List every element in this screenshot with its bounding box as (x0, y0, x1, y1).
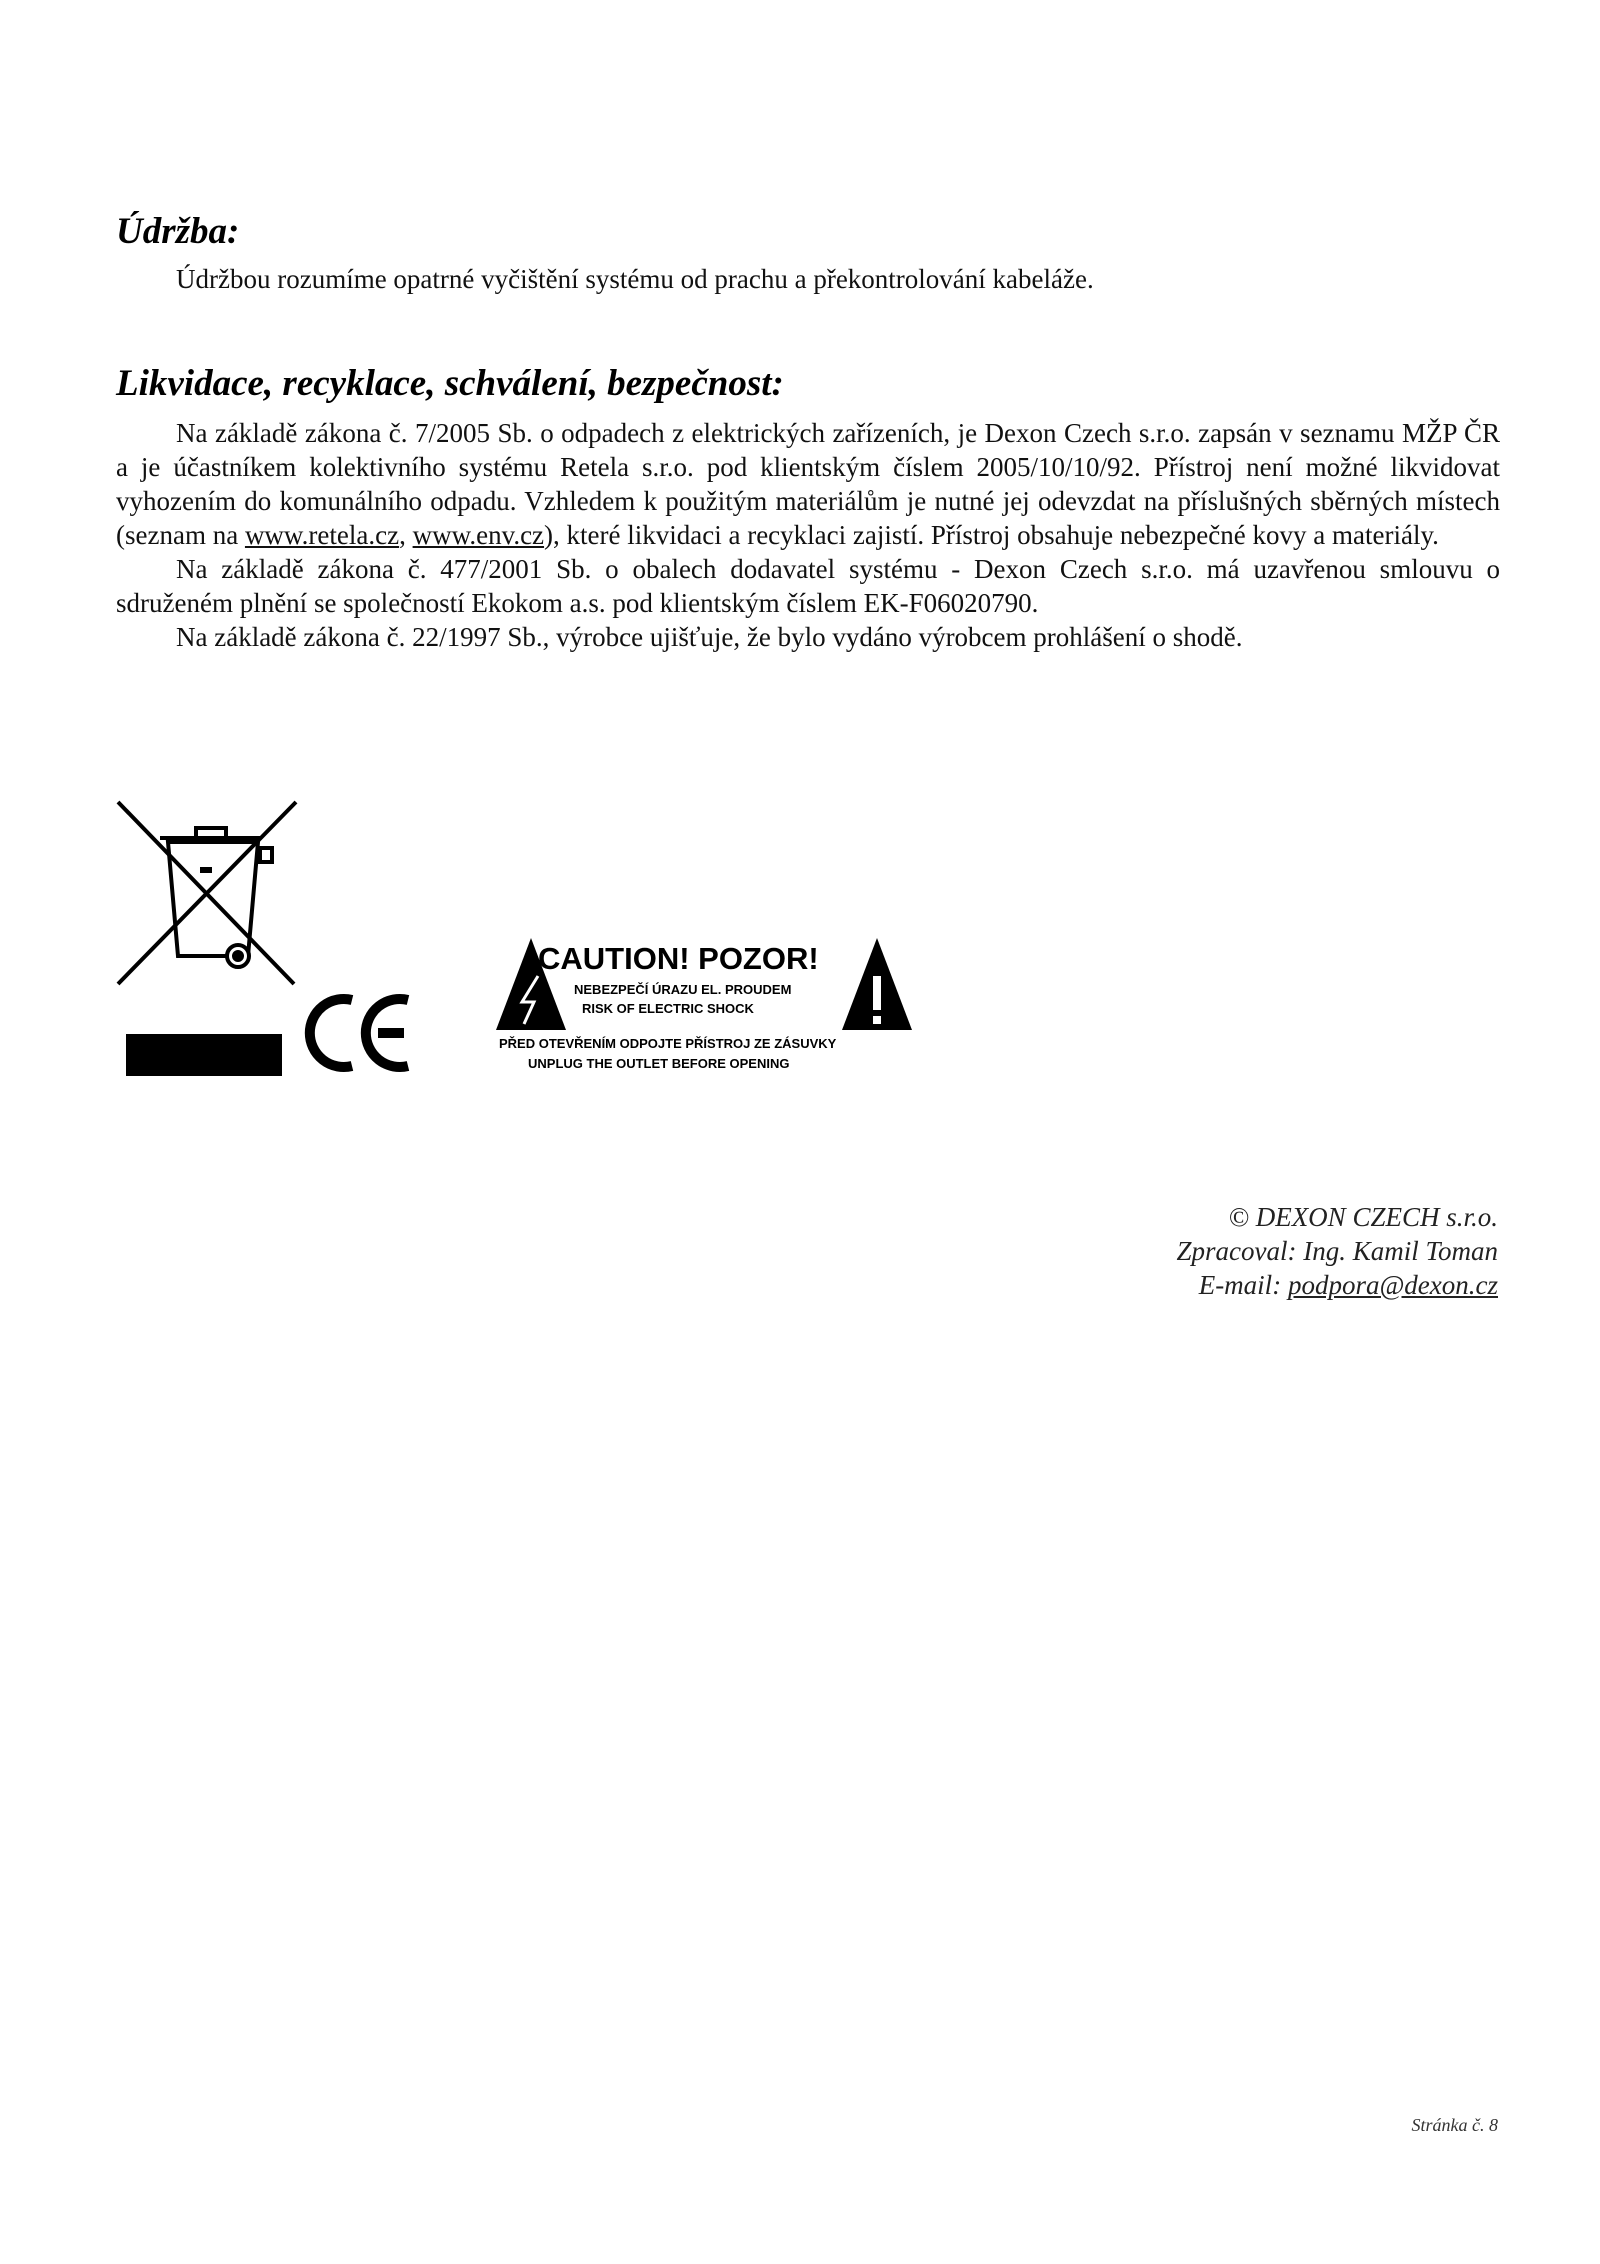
weee-black-bar (126, 1034, 282, 1076)
signature-block (1176, 1200, 1498, 1302)
disposal-p1-text-b: ), které likvidaci a recyklaci zajistí. Přístroj obsahuje nebezpečné kovy a materiály. (544, 520, 1439, 550)
caution-line-1: NEBEZPEČÍ ÚRAZU EL. PROUDEM (574, 982, 792, 997)
email-label: E-mail: (1198, 1270, 1288, 1300)
exclamation-triangle-icon (840, 936, 914, 1032)
disposal-p1-text-a: Na základě zákona č. 7/2005 Sb. o odpadech z elektrických zařízeních, je Dexon Czech s.r.o. zapsán v seznamu MŽP ČR a je účastníkem kolektivního systému Retela s.r.o. pod klientským číslem 2005/10/10/92. Přístroj není možné likvidovat vyhozením do komunálního odpadu. Vzhledem k použitým materiálům je nutné jej odevzdat na příslušných sběrných místech (seznam na (116, 418, 1500, 550)
disposal-paragraph-1 (116, 416, 1500, 552)
caution-line-3: PŘED OTEVŘENÍM ODPOJTE PŘÍSTROJ ZE ZÁSUVKY (499, 1036, 837, 1051)
link-separator: , (399, 520, 413, 550)
crossed-out-wheelie-bin-icon (112, 798, 302, 988)
email-line (1176, 1268, 1498, 1302)
email-link[interactable]: podpora@dexon.cz (1287, 1270, 1498, 1300)
disposal-section (116, 416, 1500, 654)
retela-link[interactable]: www.retela.cz (244, 520, 400, 550)
caution-line-4: UNPLUG THE OUTLET BEFORE OPENING (528, 1056, 790, 1071)
ce-mark-icon (304, 990, 416, 1076)
caution-label (494, 922, 914, 1076)
disposal-paragraph-3: Na základě zákona č. 22/1997 Sb., výrobce ujišťuje, že bylo vydáno výrobcem prohlášení o shodě. (176, 622, 1243, 652)
maintenance-text: Údržbou rozumíme opatrné vyčištění systému od prachu a překontrolování kabeláže. (176, 264, 1094, 294)
maintenance-heading: Údržba: (116, 211, 240, 252)
env-link[interactable]: www.env.cz (412, 520, 545, 550)
prepared-by-line: Zpracoval: Ing. Kamil Toman (1176, 1236, 1498, 1266)
copyright-line: © DEXON CZECH s.r.o. (1228, 1202, 1498, 1232)
caution-line-2: RISK OF ELECTRIC SHOCK (582, 1001, 754, 1016)
page-number: Stránka č. 8 (1411, 2115, 1498, 2135)
caution-title: CAUTION! POZOR! (538, 941, 819, 976)
disposal-heading: Likvidace, recyklace, schválení, bezpečnost: (116, 363, 784, 404)
disposal-paragraph-2: Na základě zákona č. 477/2001 Sb. o obalech dodavatel systému - Dexon Czech s.r.o. má uzavřenou smlouvu o sdruženém plnění se společností Ekokom a.s. pod klientským číslem EK-F06020790. (116, 554, 1500, 618)
